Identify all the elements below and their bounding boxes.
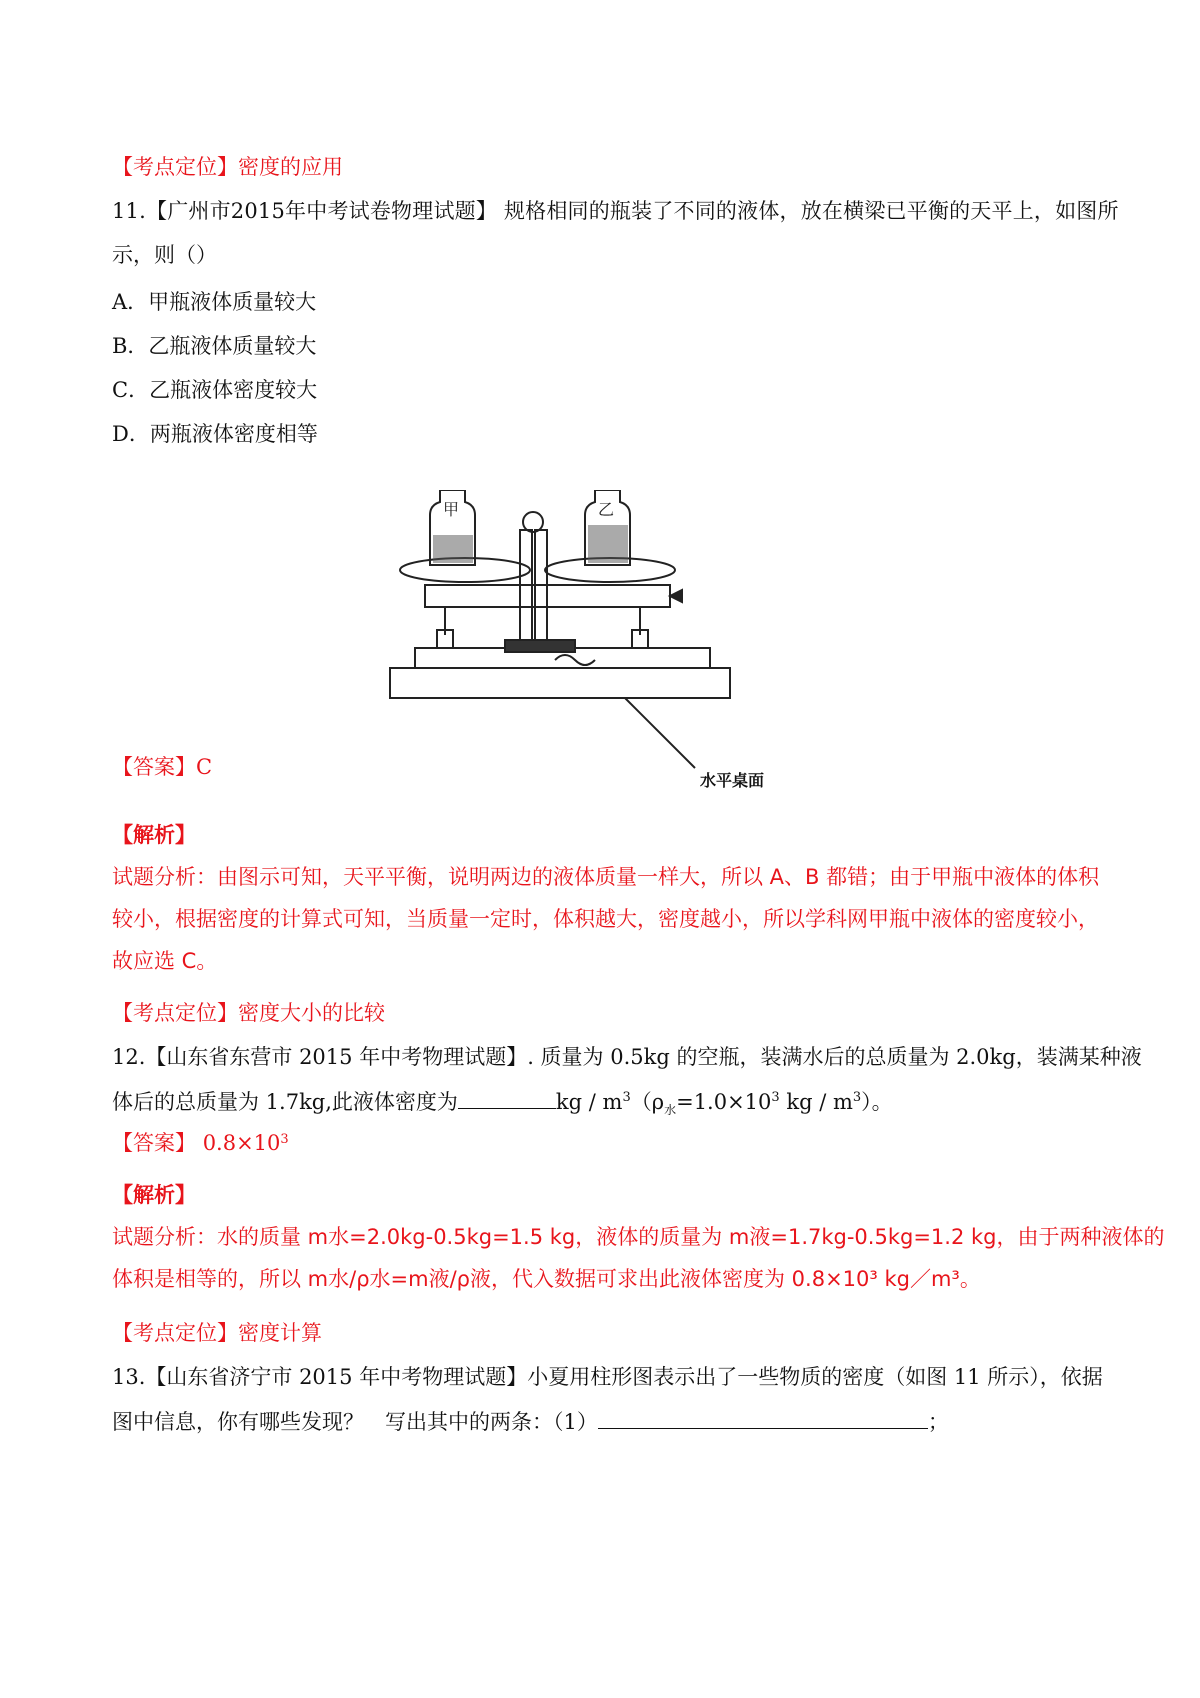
- balance-base: [390, 668, 730, 698]
- beam-screw: [670, 590, 682, 602]
- table-pointer-line: [625, 698, 695, 768]
- q12-stem-line2: [112, 1086, 893, 1125]
- q11-stem-line1: 11.【广州市2015年中考试卷物理试题】 规格相同的瓶装了不同的液体，放在横梁已平衡的天平上，如图所: [112, 199, 1119, 223]
- q13-stem-line1: 13.【山东省济宁市 2015 年中考物理试题】小夏用柱形图表示出了一些物质的密度（如图 11 所示），依据: [112, 1365, 1103, 1389]
- right-liquid: [588, 525, 628, 563]
- q12-analysis-tag: 【解析】: [112, 1182, 196, 1207]
- base-wave: [555, 655, 595, 665]
- q11-answer: [112, 752, 212, 782]
- q13-stem-text: 图中信息，你有哪些发现？ 写出其中的两条：（1）: [112, 1410, 598, 1434]
- q12-answer-sup: 3: [280, 1132, 289, 1147]
- q13-stem-line2: [112, 1406, 949, 1437]
- q12-unit: kg / m: [555, 1090, 623, 1114]
- q11-option-c: C．乙瓶液体密度较大: [112, 378, 318, 402]
- q12-kaodian: 【考点定位】密度计算: [112, 1321, 322, 1345]
- q12-stem-end: ）。: [861, 1090, 893, 1114]
- q12-rho-unit: kg / m: [779, 1090, 853, 1114]
- q12-analysis-line1: 试题分析：水的质量 m水=2.0kg-0.5kg=1.5 kg，液体的质量为 m液=1.7kg-0.5kg=1.2 kg，由于两种液体的: [112, 1225, 1165, 1249]
- q11-analysis-line1: 试题分析：由图示可知，天平平衡，说明两边的液体质量一样大，所以 A、B 都错；由于甲瓶中液体的体积: [112, 865, 1100, 889]
- q12-answer-blank[interactable]: [458, 1086, 556, 1109]
- q12-answer: [112, 1128, 289, 1158]
- q12-rho-unit-sup: 3: [852, 1090, 862, 1105]
- q12-answer-value: 0.8×10: [202, 1131, 281, 1155]
- q12-analysis-line2: 体积是相等的，所以 m水/ρ水=m液/ρ液，代入数据可求出此液体密度为 0.8×10³ kg／m³。: [112, 1267, 981, 1291]
- balance-figure: [385, 490, 855, 790]
- q12-rho-exp: 3: [771, 1090, 780, 1105]
- answer-tag: 【答案】: [112, 755, 196, 779]
- q13-stem-end: ；: [927, 1410, 949, 1434]
- balance-drawing: [385, 490, 855, 790]
- table-label: 水平桌面: [700, 771, 765, 790]
- answer-value: C: [196, 755, 213, 779]
- q11-option-d: D．两瓶液体密度相等: [112, 422, 318, 446]
- q11-kaodian: 【考点定位】密度大小的比较: [112, 1001, 385, 1025]
- center-foot: [505, 640, 575, 652]
- q11-analysis-line2: 较小，根据密度的计算式可知，当质量一定时，体积越大，密度越小，所以学科网甲瓶中液体的密度较小，: [112, 907, 1099, 931]
- q12-rho: （ρ: [630, 1090, 665, 1114]
- q11-analysis-line3: 故应选 C。: [112, 949, 218, 973]
- q13-answer-blank-1[interactable]: [598, 1406, 928, 1429]
- left-bottle-label: 甲: [443, 500, 460, 519]
- q11-analysis-tag: 【解析】: [112, 822, 196, 847]
- q12-rho-value: =1.0×10: [676, 1090, 772, 1114]
- q11-option-b: B．乙瓶液体质量较大: [112, 334, 317, 358]
- left-liquid: [433, 535, 473, 563]
- q12-unit-sup: 3: [622, 1090, 631, 1105]
- q12-rho-sub: 水: [664, 1103, 677, 1118]
- q11-stem-line2: 示，则（）: [112, 243, 217, 267]
- q12-stem-line1: 12.【山东省东营市 2015 年中考物理试题】. 质量为 0.5kg 的空瓶，装满水后的总质量为 2.0kg，装满某种液: [112, 1045, 1142, 1069]
- q12-stem-text: 体后的总质量为 1.7kg,此液体密度为: [112, 1090, 458, 1114]
- q10-kaodian: 【考点定位】密度的应用: [112, 155, 343, 179]
- q12-answer-tag: 【答案】: [112, 1131, 196, 1155]
- q11-option-a: A．甲瓶液体质量较大: [112, 290, 317, 314]
- right-bottle-label: 乙: [598, 500, 615, 519]
